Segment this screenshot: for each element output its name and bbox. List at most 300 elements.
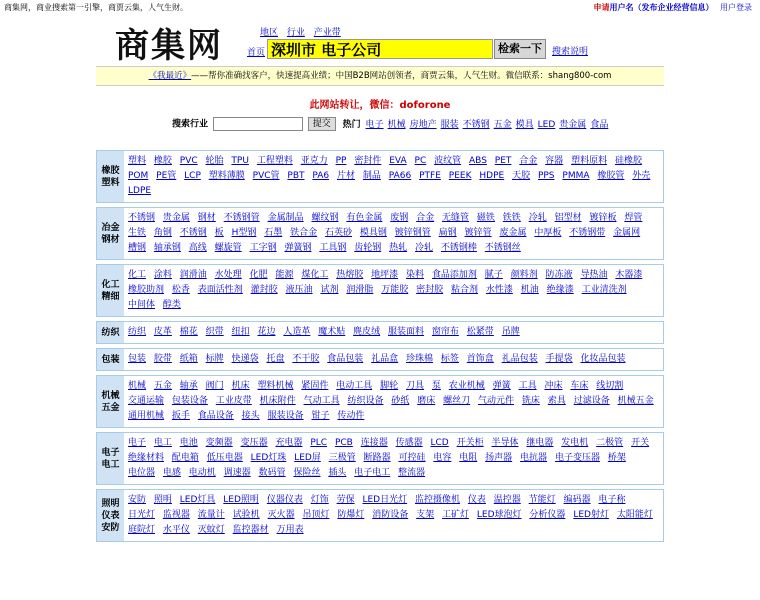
category-link[interactable]: 半导体 — [491, 438, 519, 448]
category-link[interactable]: 快递袋 — [231, 354, 259, 364]
category-name[interactable]: 纺织 — [97, 322, 124, 343]
category-link[interactable]: 连接器 — [360, 438, 388, 448]
category-link[interactable]: 液压油 — [285, 285, 313, 295]
category-link[interactable]: 安防 — [128, 495, 147, 505]
category-link[interactable]: 石墨 — [264, 228, 283, 238]
category-link[interactable]: 工程塑料 — [256, 156, 293, 166]
category-link[interactable]: 调速器 — [223, 468, 251, 478]
category-link[interactable]: 片材 — [337, 171, 356, 181]
category-link[interactable]: 仪器仪表 — [266, 495, 303, 505]
category-link[interactable]: 木器漆 — [615, 270, 643, 280]
category-link[interactable]: 通用机械 — [128, 411, 165, 421]
category-link[interactable]: 不干胶 — [292, 354, 320, 364]
category-link[interactable]: 三极管 — [328, 453, 356, 463]
category-link[interactable]: TPU — [231, 156, 249, 166]
category-link[interactable]: 机床 — [231, 381, 250, 391]
category-name[interactable]: 照明仪表安防 — [97, 490, 124, 541]
apply-link[interactable]: 申请 — [593, 3, 610, 12]
category-link[interactable]: 吊顶灯 — [302, 510, 330, 520]
category-name[interactable]: 橡胶塑料 — [97, 151, 124, 202]
category-link[interactable]: 灭蚊灯 — [197, 525, 225, 535]
category-link[interactable]: 亚克力 — [300, 156, 328, 166]
category-link[interactable]: 工矿灯 — [442, 510, 470, 520]
category-link[interactable]: 流量计 — [197, 510, 225, 520]
category-link[interactable]: 整流器 — [398, 468, 426, 478]
category-link[interactable]: 车床 — [570, 381, 589, 391]
category-link[interactable]: 橡胶助剂 — [128, 285, 165, 295]
category-link[interactable]: 服装设备 — [267, 411, 304, 421]
category-link[interactable]: 镀锌管 — [464, 228, 492, 238]
category-link[interactable]: 松紧带 — [466, 327, 494, 337]
nav-area[interactable]: 地区 — [260, 28, 279, 38]
hot-link[interactable]: 电子 — [365, 119, 384, 130]
category-link[interactable]: 阀门 — [205, 381, 224, 391]
category-link[interactable]: 继电器 — [526, 438, 554, 448]
category-link[interactable]: 接头 — [241, 411, 260, 421]
industry-submit-button[interactable]: 提交 — [308, 117, 336, 131]
category-link[interactable]: 轴承 — [179, 381, 198, 391]
category-link[interactable]: 化妆品包装 — [580, 354, 626, 364]
category-link[interactable]: 传动件 — [337, 411, 365, 421]
category-row — [96, 264, 664, 317]
category-link[interactable]: 合金 — [416, 213, 435, 223]
category-link[interactable]: 纺织 — [128, 327, 147, 337]
category-link[interactable]: 铣床 — [521, 396, 540, 406]
category-link[interactable]: 消防设备 — [372, 510, 409, 520]
category-link[interactable]: 弹簧钢 — [284, 243, 312, 253]
category-link[interactable]: 食品设备 — [197, 411, 234, 421]
account-link[interactable]: 用户名（发布企业经营信息） — [609, 3, 714, 12]
category-link[interactable]: 插头 — [328, 468, 347, 478]
category-link[interactable]: 农业机械 — [448, 381, 485, 391]
category-link[interactable]: 织带 — [205, 327, 224, 337]
hot-link[interactable]: 机械 — [387, 119, 406, 130]
category-link[interactable]: 纽扣 — [231, 327, 250, 337]
category-link[interactable]: 塑料机械 — [257, 381, 294, 391]
category-link[interactable]: 电池 — [179, 438, 198, 448]
category-link[interactable]: LED照明 — [223, 495, 259, 505]
category-link[interactable]: PA66 — [388, 171, 412, 181]
category-link[interactable]: H型钢 — [231, 228, 257, 238]
hot-link[interactable]: 模具 — [515, 119, 534, 130]
category-link[interactable]: 废钢 — [390, 213, 409, 223]
category-link[interactable]: 开关 — [631, 438, 650, 448]
category-link[interactable]: 热轧 — [389, 243, 408, 253]
category-link[interactable]: 仪表 — [467, 495, 486, 505]
category-link[interactable]: 螺旋管 — [214, 243, 242, 253]
category-link[interactable]: 机油 — [520, 285, 539, 295]
category-link[interactable]: 板 — [214, 228, 224, 238]
category-link[interactable]: PA6 — [312, 171, 330, 181]
account-links — [593, 2, 752, 13]
category-link[interactable]: 扳手 — [171, 411, 190, 421]
category-link[interactable]: 密封件 — [354, 156, 382, 166]
category-link[interactable]: PP — [335, 156, 347, 166]
category-link[interactable]: 贵金属 — [162, 213, 190, 223]
category-link[interactable]: 制品 — [362, 171, 381, 181]
category-link[interactable]: 电容 — [433, 453, 452, 463]
category-link[interactable]: 太阳能灯 — [616, 510, 653, 520]
category-link[interactable]: 数码管 — [258, 468, 286, 478]
category-link[interactable]: 防冻液 — [545, 270, 573, 280]
category-link[interactable]: LED射灯 — [573, 510, 609, 520]
category-link[interactable]: 标签 — [440, 354, 459, 364]
category-link[interactable]: 礼品包装 — [501, 354, 538, 364]
category-row — [96, 321, 664, 344]
category-link[interactable]: 监视器 — [162, 510, 190, 520]
category-link[interactable]: 索具 — [547, 396, 566, 406]
category-link[interactable]: 化工 — [128, 270, 147, 280]
category-link[interactable]: 万能胶 — [381, 285, 409, 295]
category-link[interactable]: 角钢 — [153, 228, 172, 238]
category-name[interactable]: 机械五金 — [97, 376, 124, 427]
category-link[interactable]: 监控器材 — [232, 525, 269, 535]
category-link[interactable]: 配电箱 — [171, 453, 199, 463]
category-link[interactable]: 托盘 — [266, 354, 285, 364]
category-link[interactable]: 胶带 — [153, 354, 172, 364]
category-link[interactable]: 生铁 — [128, 228, 147, 238]
category-link[interactable]: 照明 — [153, 495, 172, 505]
category-link[interactable]: POM — [128, 171, 149, 181]
category-link[interactable]: 铁合金 — [290, 228, 318, 238]
category-link[interactable]: LED灯具 — [179, 495, 216, 505]
category-link[interactable]: PEEK — [448, 171, 472, 181]
category-link[interactable]: 焊管 — [624, 213, 643, 223]
category-link[interactable]: ABS — [469, 156, 487, 166]
category-link[interactable]: PMMA — [562, 171, 590, 181]
category-links — [124, 208, 663, 259]
hot-link[interactable]: 不锈钢 — [462, 119, 490, 130]
category-link[interactable]: 工业清洗剂 — [581, 285, 627, 295]
category-link[interactable]: 容器 — [545, 156, 564, 166]
category-link[interactable]: PTFE — [419, 171, 441, 181]
category-link[interactable]: 密封胶 — [416, 285, 444, 295]
category-link[interactable]: 日光灯 — [128, 510, 156, 520]
category-link[interactable]: 波纹管 — [434, 156, 462, 166]
category-link[interactable]: 手提袋 — [545, 354, 573, 364]
category-link[interactable]: 中间体 — [128, 300, 156, 310]
category-link[interactable]: 机床附件 — [259, 396, 296, 406]
category-link[interactable]: 机械五金 — [617, 396, 654, 406]
category-link[interactable]: 外壳 — [632, 171, 651, 181]
hot-link[interactable]: 贵金属 — [559, 119, 587, 130]
category-link[interactable]: 电子变压器 — [554, 453, 600, 463]
category-link[interactable]: 金属网 — [613, 228, 641, 238]
category-link[interactable]: 包装设备 — [171, 396, 208, 406]
category-link[interactable]: 机械 — [128, 381, 147, 391]
category-link[interactable]: 棉花 — [179, 327, 198, 337]
hot-link[interactable]: LED — [537, 119, 556, 130]
industry-search-label: 搜索行业 — [172, 119, 209, 130]
category-link[interactable]: 分析仪器 — [529, 510, 566, 520]
category-link[interactable]: 水性漆 — [485, 285, 513, 295]
category-link[interactable]: LED球泡灯 — [476, 510, 522, 520]
category-link[interactable]: 地坪漆 — [371, 270, 399, 280]
category-name[interactable]: 电子电工 — [97, 433, 124, 484]
category-link[interactable]: 纺织设备 — [347, 396, 384, 406]
category-link[interactable]: HDPE — [479, 171, 505, 181]
category-link[interactable]: 橡胶 — [153, 156, 172, 166]
category-link[interactable]: 脚轮 — [380, 381, 399, 391]
category-link[interactable]: 泵 — [431, 381, 441, 391]
category-link[interactable]: 热熔胶 — [336, 270, 364, 280]
category-link[interactable]: 煤化工 — [301, 270, 329, 280]
category-link[interactable]: 颜料剂 — [510, 270, 538, 280]
category-link[interactable]: LCD — [430, 438, 449, 448]
category-link[interactable]: 花边 — [257, 327, 276, 337]
category-link[interactable]: PVC — [179, 156, 198, 166]
category-link[interactable]: 弹簧 — [492, 381, 511, 391]
category-link[interactable]: 电阻 — [459, 453, 478, 463]
category-link[interactable]: 电抗器 — [520, 453, 548, 463]
category-link[interactable]: 不锈钢管 — [223, 213, 260, 223]
category-link[interactable]: 轴承钢 — [153, 243, 181, 253]
category-links — [124, 490, 663, 541]
category-link[interactable]: 灌封胶 — [250, 285, 278, 295]
category-link[interactable]: 低压电器 — [206, 453, 243, 463]
category-link[interactable]: PPS — [537, 171, 555, 181]
category-link[interactable]: 天胶 — [512, 171, 531, 181]
home-link[interactable]: 首页 — [247, 48, 266, 58]
category-link[interactable]: 不锈钢丝 — [484, 243, 521, 253]
category-link[interactable]: 纸箱 — [179, 354, 198, 364]
category-link[interactable]: 粘合剂 — [451, 285, 479, 295]
category-link[interactable]: 橡胶管 — [597, 171, 625, 181]
category-link[interactable]: 吊牌 — [501, 327, 520, 337]
category-link[interactable]: 包装 — [128, 354, 147, 364]
category-link[interactable]: 工字钢 — [249, 243, 277, 253]
category-link[interactable]: 铁铁 — [502, 213, 521, 223]
category-link[interactable]: 工具 — [518, 381, 537, 391]
hot-link[interactable]: 服装 — [440, 119, 459, 130]
site-logo[interactable]: 商集网 — [115, 26, 223, 66]
category-link[interactable]: LED日光灯 — [362, 495, 408, 505]
category-link[interactable]: 气动工具 — [303, 396, 340, 406]
category-link[interactable]: PC — [414, 156, 427, 166]
notice-text: ——帮你准确找客户，快速提高业绩；中国B2B网站创领者，商贾云集，人气生财。微信联系：shang800-com — [191, 71, 612, 81]
category-link[interactable]: 传感器 — [395, 438, 423, 448]
category-link[interactable]: 槽钢 — [128, 243, 147, 253]
category-link[interactable]: 五金 — [153, 381, 172, 391]
category-link[interactable]: 不锈钢 — [128, 213, 156, 223]
search-help-link[interactable]: 搜索说明 — [552, 47, 589, 57]
category-link[interactable]: EVA — [389, 156, 407, 166]
category-link[interactable]: 服装面料 — [388, 327, 425, 337]
category-link[interactable]: 不锈钢棒 — [440, 243, 477, 253]
category-link[interactable]: 不锈钢带 — [569, 228, 606, 238]
category-link[interactable]: 窗帘布 — [431, 327, 459, 337]
category-link[interactable]: 首饰盒 — [466, 354, 494, 364]
category-link[interactable]: 砂纸 — [391, 396, 410, 406]
category-link[interactable]: 可控硅 — [398, 453, 426, 463]
category-links — [124, 376, 663, 427]
category-link[interactable]: 醇类 — [162, 300, 181, 310]
category-link[interactable]: 绝缘漆 — [546, 285, 574, 295]
category-link[interactable]: 断路器 — [363, 453, 391, 463]
category-link[interactable]: 工业皮带 — [215, 396, 252, 406]
category-link[interactable]: 高线 — [188, 243, 207, 253]
category-link[interactable]: 扬声器 — [485, 453, 513, 463]
category-link[interactable]: PBT — [287, 171, 305, 181]
category-link[interactable]: 电感 — [162, 468, 181, 478]
category-link[interactable]: 魔术贴 — [318, 327, 346, 337]
category-link[interactable]: 冲床 — [544, 381, 563, 391]
category-link[interactable]: 磁铁 — [476, 213, 495, 223]
category-link[interactable]: 磨床 — [417, 396, 436, 406]
category-link[interactable]: 硅橡胶 — [614, 156, 642, 166]
category-link[interactable]: 灭火器 — [267, 510, 295, 520]
category-link[interactable]: 能源 — [275, 270, 294, 280]
category-link[interactable]: 皮革 — [153, 327, 172, 337]
category-link[interactable]: 螺丝刀 — [443, 396, 471, 406]
category-link[interactable]: 保险丝 — [293, 468, 321, 478]
category-link[interactable]: 桥架 — [607, 453, 626, 463]
category-link[interactable]: 刀具 — [406, 381, 425, 391]
category-link[interactable]: 食品添加剂 — [431, 270, 477, 280]
category-link[interactable]: 润滑油 — [179, 270, 207, 280]
category-link[interactable]: PE管 — [156, 171, 177, 181]
industry-search-input[interactable] — [213, 117, 303, 131]
category-link[interactable]: 变压器 — [240, 438, 268, 448]
category-link[interactable]: 中厚板 — [534, 228, 562, 238]
category-link[interactable]: 庭院灯 — [128, 525, 156, 535]
category-link[interactable]: 废金属 — [499, 228, 527, 238]
category-link[interactable]: 表面活性剂 — [197, 285, 243, 295]
category-link[interactable]: 食品包装 — [327, 354, 364, 364]
category-link[interactable]: 镀锌板 — [589, 213, 617, 223]
top-bar — [0, 0, 760, 14]
category-link[interactable]: 温控器 — [493, 495, 521, 505]
category-name[interactable]: 化工精细 — [97, 265, 124, 316]
category-link[interactable]: 钳子 — [311, 411, 330, 421]
category-link[interactable]: 水平仪 — [162, 525, 190, 535]
category-link[interactable]: 有色金属 — [346, 213, 383, 223]
category-link[interactable]: LED屏 — [294, 453, 321, 463]
category-link[interactable]: 电子 — [128, 438, 147, 448]
category-link[interactable]: 电子称 — [598, 495, 626, 505]
category-link[interactable]: 标牌 — [205, 354, 224, 364]
category-link[interactable]: PVC管 — [252, 171, 280, 181]
industry-search — [172, 117, 610, 132]
category-link[interactable]: 腻子 — [484, 270, 503, 280]
category-link[interactable]: 钢材 — [197, 213, 216, 223]
category-link[interactable]: 麂皮绒 — [353, 327, 381, 337]
category-link[interactable]: 电动机 — [188, 468, 216, 478]
category-link[interactable]: 化肥 — [249, 270, 268, 280]
notice-link[interactable]: 《我最近》 — [148, 71, 192, 81]
category-link[interactable]: 万用表 — [276, 525, 304, 535]
category-link[interactable]: 水处理 — [214, 270, 242, 280]
category-name[interactable]: 冶金钢材 — [97, 208, 124, 259]
category-link[interactable]: 塑料 — [128, 156, 147, 166]
category-link[interactable]: 监控摄像机 — [415, 495, 461, 505]
category-link[interactable]: 合金 — [519, 156, 538, 166]
category-link[interactable]: 导热油 — [580, 270, 608, 280]
category-link[interactable]: 电位器 — [128, 468, 156, 478]
category-link[interactable]: 充电器 — [275, 438, 303, 448]
login-link[interactable]: 用户登录 — [720, 3, 752, 12]
category-link[interactable]: 节能灯 — [528, 495, 556, 505]
category-link[interactable]: 齿轮钢 — [354, 243, 382, 253]
category-link[interactable]: 冷轧 — [528, 213, 547, 223]
category-link[interactable]: 不锈钢 — [179, 228, 207, 238]
category-link[interactable]: 工具钢 — [319, 243, 347, 253]
category-link[interactable]: 开关柜 — [456, 438, 484, 448]
category-link[interactable]: 人造革 — [283, 327, 311, 337]
category-link[interactable]: PLC — [310, 438, 328, 448]
hot-links — [364, 120, 611, 130]
hot-link[interactable]: 房地产 — [409, 119, 437, 130]
category-links — [124, 433, 663, 484]
category-link[interactable]: 劳保 — [336, 495, 355, 505]
category-link[interactable]: 润滑脂 — [346, 285, 374, 295]
category-link[interactable]: 电动工具 — [336, 381, 373, 391]
category-link[interactable]: 交通运输 — [128, 396, 165, 406]
category-link[interactable]: 编码器 — [563, 495, 591, 505]
search-button[interactable]: 检索一下 — [494, 39, 546, 59]
category-link[interactable]: 染料 — [406, 270, 425, 280]
category-name[interactable]: 包装 — [97, 349, 124, 370]
category-link[interactable]: 无缝管 — [442, 213, 470, 223]
category-link[interactable]: 模具钢 — [359, 228, 387, 238]
category-link[interactable]: 螺纹钢 — [311, 213, 339, 223]
category-link[interactable]: 灯饰 — [310, 495, 329, 505]
category-link[interactable]: 试剂 — [320, 285, 339, 295]
category-link[interactable]: 金属制品 — [267, 213, 304, 223]
nav-industry[interactable]: 行业 — [286, 28, 305, 38]
category-link[interactable]: LDPE — [128, 186, 152, 196]
category-link[interactable]: LCP — [184, 171, 201, 181]
category-link[interactable]: 礼品盒 — [371, 354, 399, 364]
category-link[interactable]: LED灯珠 — [250, 453, 287, 463]
category-link[interactable]: 电工 — [153, 438, 172, 448]
category-link[interactable]: 塑料薄膜 — [208, 171, 245, 181]
category-link[interactable]: 气动元件 — [478, 396, 515, 406]
category-row — [96, 348, 664, 371]
category-link[interactable]: 绝缘材料 — [128, 453, 165, 463]
category-row — [96, 375, 664, 428]
hot-link[interactable]: 五金 — [493, 119, 512, 130]
category-links — [124, 265, 663, 316]
category-link[interactable]: 铝型材 — [554, 213, 582, 223]
category-link[interactable]: PCB — [334, 438, 353, 448]
nav-belt[interactable]: 产业带 — [313, 28, 341, 38]
category-link[interactable]: 变频器 — [205, 438, 233, 448]
category-row — [96, 150, 664, 203]
category-link[interactable]: 紧固件 — [301, 381, 329, 391]
category-link[interactable]: 支架 — [416, 510, 435, 520]
category-link[interactable]: 线切割 — [596, 381, 624, 391]
category-link[interactable]: 二极管 — [596, 438, 624, 448]
category-link[interactable]: 电子电工 — [354, 468, 391, 478]
category-link[interactable]: 发电机 — [561, 438, 589, 448]
search-input[interactable]: 深圳市 电子公司 — [267, 39, 493, 59]
category-link[interactable]: 扁钢 — [438, 228, 457, 238]
category-link[interactable]: 过滤设备 — [573, 396, 610, 406]
category-link[interactable]: 镀锌钢管 — [394, 228, 431, 238]
category-link[interactable]: PET — [494, 156, 512, 166]
category-link[interactable]: 石英砂 — [325, 228, 353, 238]
category-link[interactable]: 塑料原料 — [571, 156, 608, 166]
category-link[interactable]: 涂料 — [153, 270, 172, 280]
hot-link[interactable]: 食品 — [590, 119, 609, 130]
category-link[interactable]: 松香 — [171, 285, 190, 295]
category-link[interactable]: 防爆灯 — [337, 510, 365, 520]
category-link[interactable]: 试验机 — [232, 510, 260, 520]
category-link[interactable]: 冷轧 — [415, 243, 434, 253]
category-link[interactable]: 轮胎 — [205, 156, 224, 166]
category-link[interactable]: 珍珠棉 — [406, 354, 434, 364]
